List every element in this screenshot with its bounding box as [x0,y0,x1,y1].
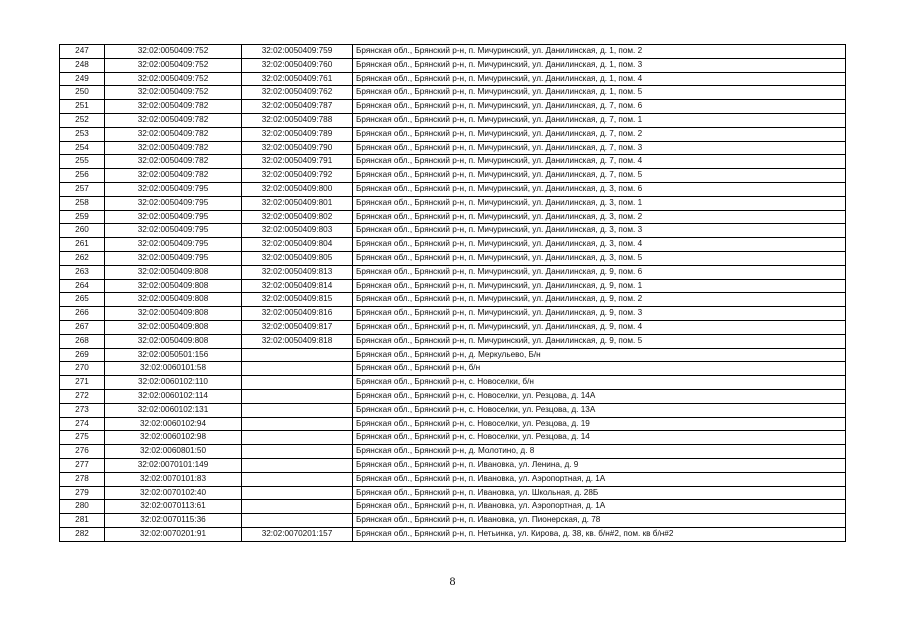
row-number-cell: 274 [60,417,105,431]
table-row [60,403,846,417]
address-cell: Брянская обл., Брянский р-н, п. Мичуринский, ул. Данилинская, д. 7, пом. 6 [353,100,846,114]
source-cadastral-number-cell: 32:02:0050409:782 [105,169,242,183]
derived-cadastral-number-cell [242,417,353,431]
derived-cadastral-number-cell [242,445,353,459]
source-cadastral-number-cell: 32:02:0050409:795 [105,182,242,196]
derived-cadastral-number-cell: 32:02:0050409:789 [242,127,353,141]
row-number-cell: 251 [60,100,105,114]
source-cadastral-number-cell: 32:02:0060102:131 [105,403,242,417]
source-cadastral-number-cell: 32:02:0050501:156 [105,348,242,362]
address-cell: Брянская обл., Брянский р-н, д. Молотино, д. 8 [353,445,846,459]
table-row [60,527,846,541]
row-number-cell: 258 [60,196,105,210]
derived-cadastral-number-cell: 32:02:0050409:791 [242,155,353,169]
table-row [60,238,846,252]
source-cadastral-number-cell: 32:02:0060102:110 [105,376,242,390]
source-cadastral-number-cell: 32:02:0050409:808 [105,320,242,334]
derived-cadastral-number-cell [242,403,353,417]
table-row [60,376,846,390]
derived-cadastral-number-cell: 32:02:0050409:817 [242,320,353,334]
row-number-cell: 254 [60,141,105,155]
derived-cadastral-number-cell: 32:02:0050409:788 [242,113,353,127]
source-cadastral-number-cell: 32:02:0050409:808 [105,334,242,348]
source-cadastral-number-cell: 32:02:0070113:61 [105,500,242,514]
derived-cadastral-number-cell: 32:02:0050409:800 [242,182,353,196]
row-number-cell: 261 [60,238,105,252]
address-cell: Брянская обл., Брянский р-н, п. Мичуринский, ул. Данилинская, д. 9, пом. 3 [353,307,846,321]
derived-cadastral-number-cell: 32:02:0050409:813 [242,265,353,279]
address-cell: Брянская обл., Брянский р-н, с. Новоселки, ул. Резцова, д. 13А [353,403,846,417]
source-cadastral-number-cell: 32:02:0050409:782 [105,100,242,114]
address-cell: Брянская обл., Брянский р-н, п. Мичуринский, ул. Данилинская, д. 3, пом. 2 [353,210,846,224]
derived-cadastral-number-cell: 32:02:0050409:792 [242,169,353,183]
source-cadastral-number-cell: 32:02:0050409:795 [105,238,242,252]
row-number-cell: 272 [60,389,105,403]
table-row [60,210,846,224]
source-cadastral-number-cell: 32:02:0050409:808 [105,279,242,293]
address-cell: Брянская обл., Брянский р-н, п. Мичуринский, ул. Данилинская, д. 7, пом. 4 [353,155,846,169]
table-row [60,72,846,86]
row-number-cell: 259 [60,210,105,224]
row-number-cell: 279 [60,486,105,500]
source-cadastral-number-cell: 32:02:0050409:795 [105,251,242,265]
table-row [60,307,846,321]
source-cadastral-number-cell: 32:02:0050409:752 [105,86,242,100]
address-cell: Брянская обл., Брянский р-н, п. Мичуринский, ул. Данилинская, д. 3, пом. 1 [353,196,846,210]
row-number-cell: 280 [60,500,105,514]
row-number-cell: 253 [60,127,105,141]
derived-cadastral-number-cell: 32:02:0050409:759 [242,45,353,59]
row-number-cell: 281 [60,514,105,528]
derived-cadastral-number-cell: 32:02:0050409:815 [242,293,353,307]
address-cell: Брянская обл., Брянский р-н, п. Мичуринский, ул. Данилинская, д. 7, пом. 1 [353,113,846,127]
address-cell: Брянская обл., Брянский р-н, с. Новоселки, б/н [353,376,846,390]
address-cell: Брянская обл., Брянский р-н, д. Меркульево, Б/н [353,348,846,362]
table-row [60,348,846,362]
address-cell: Брянская обл., Брянский р-н, с. Новоселки, ул. Резцова, д. 19 [353,417,846,431]
row-number-cell: 257 [60,182,105,196]
source-cadastral-number-cell: 32:02:0050409:782 [105,141,242,155]
table-row [60,265,846,279]
row-number-cell: 262 [60,251,105,265]
derived-cadastral-number-cell: 32:02:0050409:814 [242,279,353,293]
derived-cadastral-number-cell [242,376,353,390]
table-row [60,169,846,183]
table-row [60,45,846,59]
address-cell: Брянская обл., Брянский р-н, п. Ивановка, ул. Пионерская, д. 78 [353,514,846,528]
address-cell: Брянская обл., Брянский р-н, п. Мичуринский, ул. Данилинская, д. 3, пом. 5 [353,251,846,265]
table-row [60,127,846,141]
address-cell: Брянская обл., Брянский р-н, п. Мичуринский, ул. Данилинская, д. 9, пом. 4 [353,320,846,334]
derived-cadastral-number-cell [242,348,353,362]
address-cell: Брянская обл., Брянский р-н, п. Ивановка, ул. Школьная, д. 28Б [353,486,846,500]
source-cadastral-number-cell: 32:02:0050409:752 [105,45,242,59]
row-number-cell: 278 [60,472,105,486]
table-row [60,445,846,459]
cadastral-table [59,44,846,542]
address-cell: Брянская обл., Брянский р-н, п. Мичуринский, ул. Данилинская, д. 1, пом. 2 [353,45,846,59]
source-cadastral-number-cell: 32:02:0050409:808 [105,307,242,321]
derived-cadastral-number-cell [242,389,353,403]
derived-cadastral-number-cell: 32:02:0050409:802 [242,210,353,224]
row-number-cell: 265 [60,293,105,307]
derived-cadastral-number-cell [242,486,353,500]
row-number-cell: 282 [60,527,105,541]
row-number-cell: 275 [60,431,105,445]
table-row [60,472,846,486]
row-number-cell: 255 [60,155,105,169]
source-cadastral-number-cell: 32:02:0060102:98 [105,431,242,445]
row-number-cell: 276 [60,445,105,459]
address-cell: Брянская обл., Брянский р-н, п. Мичуринский, ул. Данилинская, д. 9, пом. 2 [353,293,846,307]
row-number-cell: 252 [60,113,105,127]
source-cadastral-number-cell: 32:02:0070101:83 [105,472,242,486]
derived-cadastral-number-cell: 32:02:0070201:157 [242,527,353,541]
row-number-cell: 270 [60,362,105,376]
derived-cadastral-number-cell: 32:02:0050409:818 [242,334,353,348]
table-row [60,334,846,348]
table-row [60,486,846,500]
source-cadastral-number-cell: 32:02:0050409:752 [105,58,242,72]
table-row [60,86,846,100]
source-cadastral-number-cell: 32:02:0050409:782 [105,113,242,127]
row-number-cell: 264 [60,279,105,293]
source-cadastral-number-cell: 32:02:0050409:782 [105,155,242,169]
table-row [60,196,846,210]
table-row [60,58,846,72]
source-cadastral-number-cell: 32:02:0060102:114 [105,389,242,403]
address-cell: Брянская обл., Брянский р-н, п. Мичуринский, ул. Данилинская, д. 1, пом. 3 [353,58,846,72]
table-row [60,500,846,514]
row-number-cell: 260 [60,224,105,238]
derived-cadastral-number-cell: 32:02:0050409:804 [242,238,353,252]
table-row [60,293,846,307]
cadastral-table-body [60,45,846,542]
table-row [60,251,846,265]
derived-cadastral-number-cell: 32:02:0050409:790 [242,141,353,155]
derived-cadastral-number-cell: 32:02:0050409:805 [242,251,353,265]
source-cadastral-number-cell: 32:02:0050409:795 [105,196,242,210]
table-row [60,100,846,114]
source-cadastral-number-cell: 32:02:0070102:40 [105,486,242,500]
derived-cadastral-number-cell [242,514,353,528]
source-cadastral-number-cell: 32:02:0050409:795 [105,210,242,224]
derived-cadastral-number-cell: 32:02:0050409:762 [242,86,353,100]
table-row [60,113,846,127]
source-cadastral-number-cell: 32:02:0050409:782 [105,127,242,141]
row-number-cell: 277 [60,458,105,472]
address-cell: Брянская обл., Брянский р-н, п. Мичуринский, ул. Данилинская, д. 7, пом. 5 [353,169,846,183]
source-cadastral-number-cell: 32:02:0060102:94 [105,417,242,431]
source-cadastral-number-cell: 32:02:0070101:149 [105,458,242,472]
source-cadastral-number-cell: 32:02:0060801:50 [105,445,242,459]
row-number-cell: 248 [60,58,105,72]
derived-cadastral-number-cell: 32:02:0050409:760 [242,58,353,72]
address-cell: Брянская обл., Брянский р-н, п. Мичуринский, ул. Данилинская, д. 9, пом. 1 [353,279,846,293]
row-number-cell: 268 [60,334,105,348]
derived-cadastral-number-cell [242,362,353,376]
derived-cadastral-number-cell: 32:02:0050409:816 [242,307,353,321]
source-cadastral-number-cell: 32:02:0070201:91 [105,527,242,541]
row-number-cell: 250 [60,86,105,100]
table-row [60,155,846,169]
derived-cadastral-number-cell [242,431,353,445]
address-cell: Брянская обл., Брянский р-н, п. Мичуринский, ул. Данилинская, д. 9, пом. 5 [353,334,846,348]
address-cell: Брянская обл., Брянский р-н, п. Ивановка, ул. Аэропортная, д. 1А [353,472,846,486]
table-row [60,224,846,238]
row-number-cell: 273 [60,403,105,417]
derived-cadastral-number-cell [242,472,353,486]
source-cadastral-number-cell: 32:02:0050409:808 [105,293,242,307]
source-cadastral-number-cell: 32:02:0060101:58 [105,362,242,376]
address-cell: Брянская обл., Брянский р-н, б/н [353,362,846,376]
table-row [60,320,846,334]
row-number-cell: 269 [60,348,105,362]
row-number-cell: 267 [60,320,105,334]
derived-cadastral-number-cell [242,458,353,472]
address-cell: Брянская обл., Брянский р-н, п. Нетьинка, ул. Кирова, д. 38, кв. б/н#2, пом. кв б/н#2 [353,527,846,541]
address-cell: Брянская обл., Брянский р-н, п. Мичуринский, ул. Данилинская, д. 3, пом. 4 [353,238,846,252]
table-row [60,431,846,445]
page-number: 8 [449,574,456,588]
row-number-cell: 266 [60,307,105,321]
address-cell: Брянская обл., Брянский р-н, п. Мичуринский, ул. Данилинская, д. 1, пом. 4 [353,72,846,86]
table-row [60,514,846,528]
address-cell: Брянская обл., Брянский р-н, п. Мичуринский, ул. Данилинская, д. 7, пом. 2 [353,127,846,141]
row-number-cell: 249 [60,72,105,86]
source-cadastral-number-cell: 32:02:0050409:752 [105,72,242,86]
address-cell: Брянская обл., Брянский р-н, п. Мичуринский, ул. Данилинская, д. 1, пом. 5 [353,86,846,100]
address-cell: Брянская обл., Брянский р-н, п. Ивановка, ул. Ленина, д. 9 [353,458,846,472]
row-number-cell: 263 [60,265,105,279]
derived-cadastral-number-cell: 32:02:0050409:801 [242,196,353,210]
table-row [60,389,846,403]
source-cadastral-number-cell: 32:02:0070115:36 [105,514,242,528]
row-number-cell: 271 [60,376,105,390]
derived-cadastral-number-cell: 32:02:0050409:787 [242,100,353,114]
address-cell: Брянская обл., Брянский р-н, с. Новоселки, ул. Резцова, д. 14А [353,389,846,403]
address-cell: Брянская обл., Брянский р-н, п. Мичуринский, ул. Данилинская, д. 7, пом. 3 [353,141,846,155]
address-cell: Брянская обл., Брянский р-н, п. Мичуринский, ул. Данилинская, д. 3, пом. 6 [353,182,846,196]
address-cell: Брянская обл., Брянский р-н, п. Мичуринский, ул. Данилинская, д. 9, пом. 6 [353,265,846,279]
table-row [60,458,846,472]
address-cell: Брянская обл., Брянский р-н, п. Ивановка, ул. Аэропортная, д. 1А [353,500,846,514]
table-row [60,417,846,431]
table-row [60,182,846,196]
address-cell: Брянская обл., Брянский р-н, п. Мичуринский, ул. Данилинская, д. 3, пом. 3 [353,224,846,238]
row-number-cell: 247 [60,45,105,59]
source-cadastral-number-cell: 32:02:0050409:808 [105,265,242,279]
derived-cadastral-number-cell [242,500,353,514]
table-row [60,279,846,293]
source-cadastral-number-cell: 32:02:0050409:795 [105,224,242,238]
address-cell: Брянская обл., Брянский р-н, с. Новоселки, ул. Резцова, д. 14 [353,431,846,445]
row-number-cell: 256 [60,169,105,183]
derived-cadastral-number-cell: 32:02:0050409:803 [242,224,353,238]
table-row [60,141,846,155]
derived-cadastral-number-cell: 32:02:0050409:761 [242,72,353,86]
table-row [60,362,846,376]
